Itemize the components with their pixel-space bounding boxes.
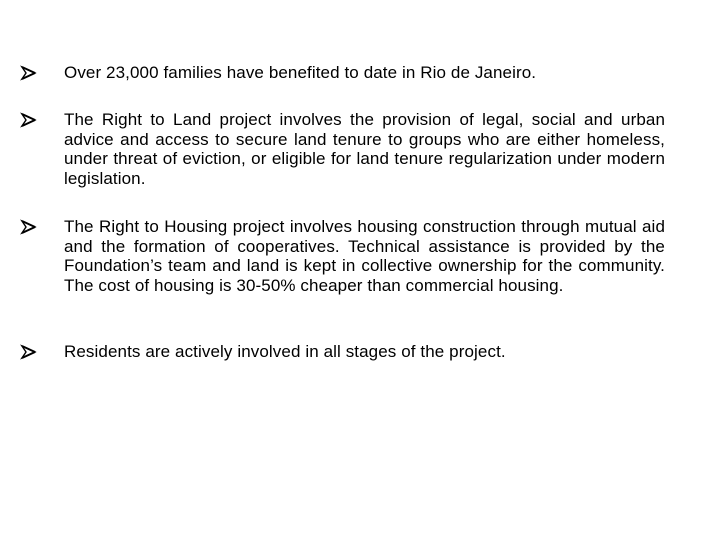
arrowhead-bullet-icon [20,65,38,81]
arrowhead-bullet-icon [20,344,38,360]
arrowhead-bullet-icon [20,112,38,128]
bullet-text: The Right to Housing project involves housing construction through mutual aid and the formation of cooperatives. Technical assistance is provided by the Foundation’s team and land is kept in collective ownership for the community. The cost of housing is 30-50% cheaper than commercial housing. [64,217,665,295]
bullet-text: Residents are actively involved in all stages of the project. [64,342,506,361]
bullet-text: The Right to Land project involves the provision of legal, social and urban advice and access to secure land tenure to groups who are either homeless, under threat of eviction, or eligible for land tenure regularization under modern legislation. [64,110,665,188]
bullet-text: Over 23,000 families have benefited to date in Rio de Janeiro. [64,63,537,82]
arrowhead-bullet-icon [20,219,38,235]
